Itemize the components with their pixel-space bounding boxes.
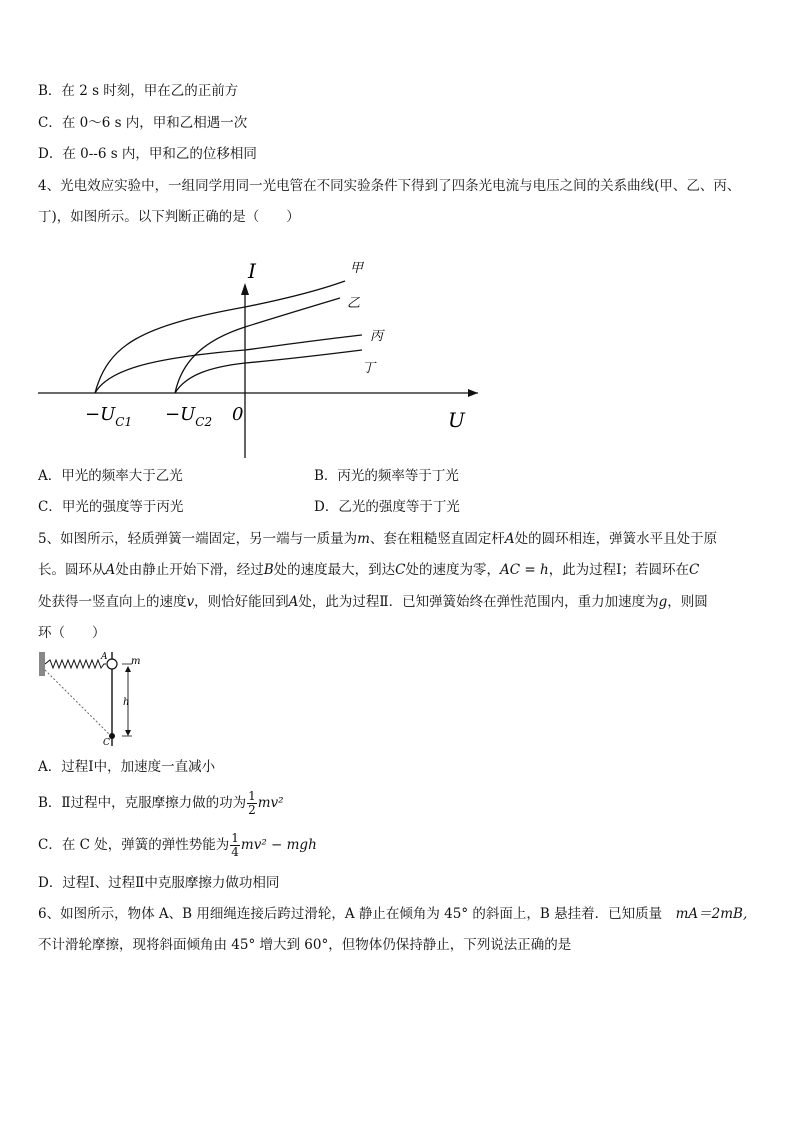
label-m: m [131, 656, 141, 667]
q4-stem-line2: 丁)，如图所示。以下判断正确的是（ ） [38, 209, 300, 225]
point-c [109, 733, 115, 739]
origin-label: 0 [232, 404, 244, 425]
q4-stem-line1: 4、光电效应实验中，一组同学用同一光电管在不同实验条件下得到了四条光电流与电压之间的关系曲线(甲、乙、丙、 [38, 178, 741, 194]
q3-option-d: D．在 0--6 s 内，甲和乙的位移相同 [38, 146, 257, 162]
label-h: h [123, 697, 130, 708]
q3-option-c: C．在 0～6 s 内，甲和乙相遇一次 [38, 115, 248, 131]
q4-option-a: A．甲光的频率大于乙光 [38, 468, 183, 484]
curve-label-bing: 丙 [370, 329, 384, 344]
i-axis-label: I [248, 259, 256, 283]
uc2-label: $-U_{C2}$ [165, 404, 213, 429]
spring-ring-figure [36, 650, 156, 750]
q4-option-c: C．甲光的强度等于丙光 [38, 499, 184, 515]
q5-option-d: D．过程Ⅰ、过程Ⅱ中克服摩擦力做功相同 [38, 875, 280, 891]
wall [39, 652, 45, 676]
q3-option-b: B．在 2 s 时刻，甲在乙的正前方 [38, 83, 239, 99]
q5-option-b: B．Ⅱ过程中，克服摩擦力做的功为 $\frac{1}{2}$ mv² [38, 789, 284, 817]
spring [45, 660, 106, 668]
label-c: C [103, 738, 110, 748]
q5-stem-line1: 5、如图所示，轻质弹簧一端固定，另一端与一质量为m、套在粗糙竖直固定杆A处的圆环相连，弹簧水平且处于原 [38, 531, 718, 547]
i-axis-arrow [241, 283, 249, 295]
q5-stem-line2: 长。圆环从A处由静止开始下滑，经过B处的速度最大，到达C处的速度为零，AC = h，此为过程Ⅰ；若圆环在C [38, 562, 700, 578]
curve-yi [175, 298, 340, 393]
q5-stem-line3: 处获得一竖直向上的速度v，则恰好能回到A处，此为过程Ⅱ．已知弹簧始终在弹性范围内，重力加速度为g，则圆 [38, 594, 708, 610]
curve-ding [175, 350, 362, 393]
u-axis-label: U [448, 408, 465, 432]
q4-option-b: B．丙光的频率等于丁光 [314, 468, 459, 484]
photoelectric-iv-graph [0, 250, 794, 490]
q6-stem-line1: 6、如图所示，物体 A、B 用细绳连接后跨过滑轮，A 静止在倾角为 45° 的斜面上，B 悬挂着．已知质量 mA＝2mB, [38, 906, 748, 922]
q6-stem-line2: 不计滑轮摩擦，现将斜面倾角由 45° 增大到 60°，但物体仍保持静止，下列说法正确的是 [38, 937, 572, 953]
curve-label-jia: 甲 [350, 261, 364, 276]
q4-option-d: D．乙光的强度等于丁光 [314, 499, 460, 515]
uc1-label: $-U_{C1}$ [85, 404, 133, 429]
q5-option-a: A．过程Ⅰ中，加速度一直减小 [38, 759, 216, 775]
dashed-line [45, 670, 110, 735]
ring-at-a [107, 659, 117, 669]
u-axis-arrow [468, 389, 478, 397]
q5-stem-line4: 环（ ） [38, 625, 106, 641]
label-a: A [101, 652, 108, 662]
curve-label-ding: 丁 [362, 361, 376, 376]
q5-option-c: C．在 C 处，弹簧的弹性势能为 $\frac{1}{4}$ mv² − mgh [38, 831, 317, 859]
curve-bing [95, 335, 362, 393]
curve-label-yi: 乙 [347, 296, 361, 311]
